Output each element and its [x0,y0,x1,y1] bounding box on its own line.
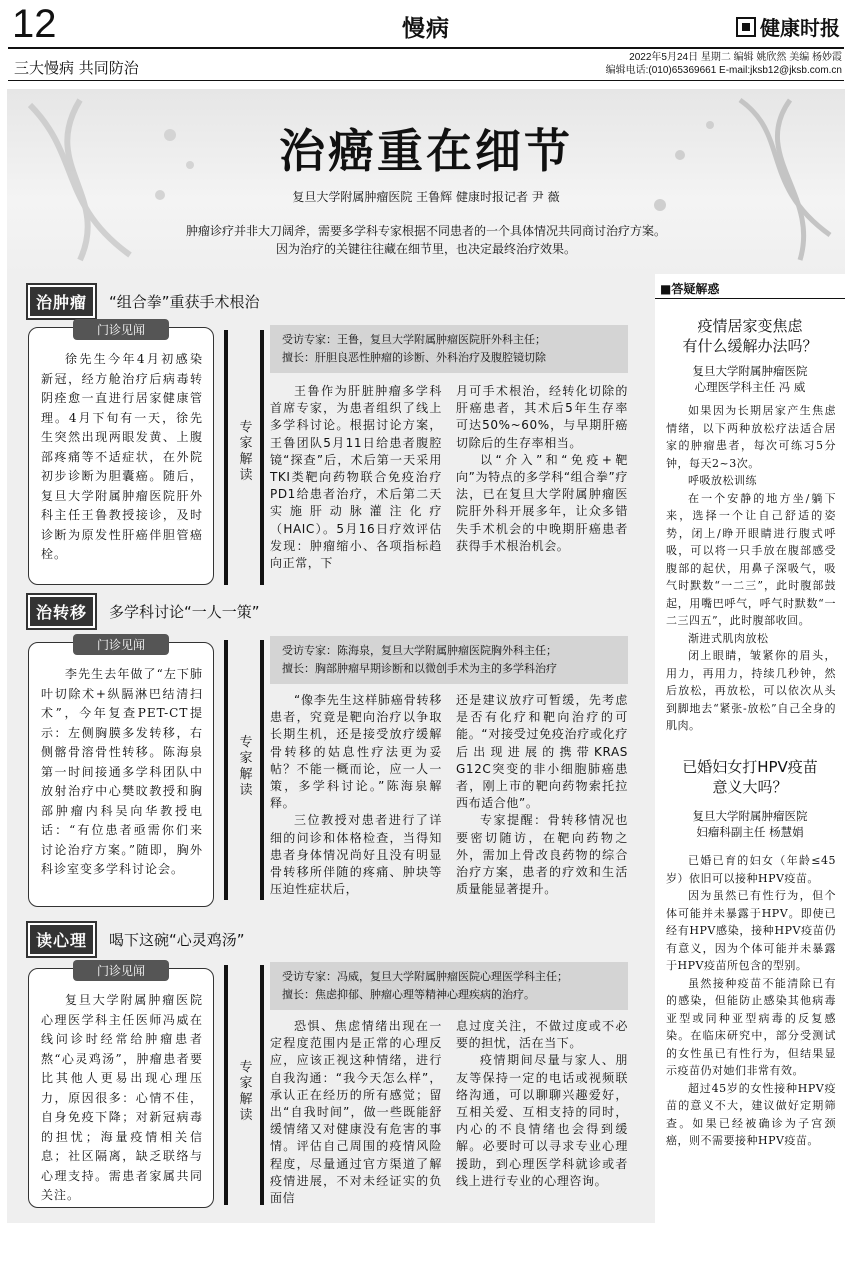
expert-box [270,325,628,373]
answer-text [666,402,836,735]
vertical-label: 专家解读 [239,735,253,798]
author-line: 复旦大学附属肿瘤医院 [692,809,808,823]
expert-line: 擅长：肝胆良恶性肿瘤的诊断、外科治疗及腹腔镜切除 [282,351,546,364]
clinic-box: 复旦大学附属肿瘤医院心理医学科主任医师冯威在线问诊时经常给肿瘤患者熬“心灵鸡汤”，肿瘤患者要比其他人更易出现心理压力，原因很多：心情不佳，自身免疫下降；对新冠病毒的担忧；海量疫情相关信息；社区隔离，缺乏联络与心理支持。需患者家属共同关注。 [28,968,214,1208]
paragraph: 超过45岁的女性接种HPV疫苗的意义不大，建议做好定期筛查。如果已经被确诊为子宫颈癌，则不需要接种HPV疫苗。 [666,1081,836,1147]
contact-info: 编辑电话:(010)65369661 E-mail:jksb12@jksb.com.cn [605,65,842,76]
section-heading [28,595,260,628]
clinic-box: 徐先生今年4月初感染新冠，经方舱治疗后病毒转阴痊愈一直进行居家健康管理。4月下旬有一天，徐先生突然出现两眼发黄、上腹部疼痛等不适症状，在外院初步诊断为胆囊癌。随后，复旦大学附属肿瘤医院肝外科主任王鲁教授接诊，及时诊断为原发性肝癌伴胆管癌栓。 [28,327,214,585]
paragraph: “像李先生这样肺癌骨转移患者，究竟是靶向治疗以争取长期生机，还是接受放疗缓解骨转移的姑息性疗法更为妥帖？不能一概而论，应一人一策，多学科讨论。”陈海泉解释。 [270,693,442,811]
question-author [655,808,845,840]
answer-text [666,852,836,1150]
paragraph: 王鲁作为肝脏肿瘤多学科首席专家，为患者组织了线上多学科讨论。根据讨论方案，王鲁团队5月11日给患者腹腔镜“探查”后，术后第一天采用TKI类靶向药物联合免疫治疗PD1给患者治疗，术后第二天实施肝动脉灌注化疗（HAIC）。5月16日疗效评估发现：肿瘤缩小、各项指标趋向正常，下 [270,384,442,571]
clinic-head: 门诊见闻 [73,319,169,340]
paragraph: 恐惧、焦虑情绪出现在一定程度范围内是正常的心理反应，应该正视这种情绪，进行自我沟通：“我今天怎么样”，承认正在经历的所有感觉；留出“自我时间”，做一些既能舒缓情绪又对健康没有危害的事情。评估自己周围的疫情风险程度，尽量通过官方渠道了解疫情进展，不对未经证实的负面信 [270,1019,442,1206]
question-title-line: 已婚妇女打HPV疫苗 [682,758,818,776]
author-line: 心理医学科主任 冯 威 [694,380,806,394]
section-tag: 治肿瘤 [28,285,95,318]
vertical-label: 专家解读 [239,1060,253,1123]
divider-bar [260,965,264,1205]
section-heading [28,923,245,956]
divider-bar [224,965,228,1205]
clinic-box: 李先生去年做了“左下肺叶切除术+纵膈淋巴结清扫术”，今年复查PET-CT提示：左侧胸膜多发转移，右侧髂骨溶骨性转移。陈海泉第一时间接通多学科团队中放射治疗中心樊旼教授和胸部肿瘤内科吴向华教授电话：“有位患者亟需你们来讨论治疗方案。”随即，胸外科诊室变多学科讨论会。 [28,642,214,907]
question-title [655,757,845,797]
paragraph: 因为虽然已有性行为，但个体可能并未暴露于HPV。即使已经有HPV感染，接种HPV疫苗仍有意义，因为个体可能并未暴露于HPV疫苗所包含的型别。 [666,889,836,972]
lead-line: 肿瘤诊疗并非大刀阔斧，需要多学科专家根据不同患者的一个具体情况共同商讨治疗方案。 [185,224,666,238]
expert-box [270,636,628,684]
section-title: 慢病 [402,16,450,42]
expert-line: 擅长：焦虑抑郁、肿瘤心理等精神心理疾病的治疗。 [282,988,535,1001]
header-rule [8,47,844,49]
section-subtitle: “组合拳”重获手术根治 [109,293,260,311]
question-author [655,363,845,395]
paragraph: 息过度关注，不做过度或不必要的担忧，活在当下。 [456,1019,628,1051]
section-tag: 治转移 [28,595,95,628]
sidebar-label-text: 答疑解惑 [671,282,720,296]
author-line: 妇瘤科副主任 杨慧娟 [696,825,804,839]
question-title-line: 疫情居家变焦虑 [697,317,803,335]
paragraph: 月可手术根治，经转化切除的肝癌患者，其术后5年生存率可达50%~60%，与早期肝癌切除后的生存率相当。 [456,384,628,450]
byline: 复旦大学附属肿瘤医院 王鲁辉 健康时报记者 尹 薇 [292,190,560,204]
date-line [542,51,842,77]
section-subtitle: 喝下这碗“心灵鸡汤” [109,931,245,949]
edition-info: 2022年5月24日 星期二 编辑 姚欣然 美编 杨妙霞 [629,52,842,63]
paragraph: 虽然接种疫苗不能清除已有的感染，但能防止感染其他病毒亚型或同种亚型病毒的反复感染。在临床研究中，部分受测试的女性虽已有性行为，但结果显示疫苗仍对她们非常有效。 [666,976,836,1077]
sidebar-rule [655,298,845,299]
expert-box [270,962,628,1010]
article-column [456,692,628,898]
expert-line: 受访专家：王鲁，复旦大学附属肿瘤医院肝外科主任； [282,333,546,346]
article-column [456,383,628,555]
question-title-line: 意义大吗？ [712,778,788,796]
subheading: 呼吸放松训练 [688,474,757,487]
brand [736,12,840,41]
article-title: 治癌重在细节 [279,124,573,178]
lead [0,222,852,258]
clinic-head: 门诊见闻 [73,634,169,655]
paragraph: 还是建议放疗可暂缓，先考虑是否有化疗和靶向治疗的可能。“对接受过免疫治疗或化疗后出现进展的携带KRAS G12C突变的非小细胞肺癌患者，刚上市的靶向药物索托拉西布适合他”。 [456,693,628,811]
paragraph: 闭上眼睛，皱紧你的眉头，用力，再用力，持续几秒钟，然后放松，再放松，可以依次从头到脚地去“紧张-放松”自己全身的肌肉。 [666,649,836,732]
subheading: 渐进式肌肉放松 [688,631,769,645]
question-title [655,316,845,356]
header-rule-thin [8,80,844,81]
expert-line: 擅长：胸部肿瘤早期诊断和以微创手术为主的多学科治疗 [282,662,557,675]
expert-line: 受访专家：陈海泉，复旦大学附属肿瘤医院胸外科主任； [282,644,557,657]
brand-logo-icon [736,17,756,37]
divider-bar [224,640,228,900]
divider-bar [260,330,264,585]
paragraph: 在一个安静的地方坐/躺下来，选择一个让自己舒适的姿势，闭上/睁开眼睛进行腹式呼吸，可以将一只手放在腹部感受腹部的起伏，用鼻子深吸气，吸气时默数“一二三”，此时腹部鼓起，用嘴巴呼气，呼气时默数“一二三四五”，此时腹部收回。 [666,491,836,627]
slogan: 三大慢病 共同防治 [14,59,139,77]
brand-name: 健康时报 [760,16,840,40]
section-tag: 读心理 [28,923,95,956]
question-title-line: 有什么缓解办法吗？ [682,337,818,355]
article-column [270,383,442,572]
article-column [270,692,442,898]
sidebar-label: ■答疑解惑 [660,282,720,296]
vertical-label: 专家解读 [239,420,253,483]
paragraph: 如果因为长期居家产生焦虑情绪，以下两种放松疗法适合居家的肿瘤患者，每次可练习5分钟，每天2~3次。 [666,404,836,470]
paragraph: 专家提醒：骨转移情况也要密切随访，在靶向药物之外，需加上骨改良药物的综合治疗方案，患者的疗效和生活质量能显著提升。 [456,813,628,897]
divider-bar [260,640,264,900]
section-subtitle: 多学科讨论“一人一策” [109,603,260,621]
paragraph: 已婚已育的妇女（年龄≤45岁）依旧可以接种HPV疫苗。 [666,854,836,885]
article-column [456,1018,628,1190]
paragraph: 三位教授对患者进行了详细的问诊和体格检查，当得知患者身体情况尚好且没有明显骨转移所伴随的疼痛、肿块等压迫性症状后， [270,813,442,897]
article-column [270,1018,442,1207]
paragraph: 疫情期间尽量与家人、朋友等保持一定的电话或视频联络沟通，可以聊聊兴趣爱好，互相关爱、互相支持的同时，内心的不良情绪也会得到缓解。必要时可以寻求专业心理援助，到心理医学科就诊或者线上进行专业的心理咨询。 [456,1053,628,1188]
page-number: 12 [12,2,57,46]
paragraph: 以“介入”和“免疫+靶向”为特点的多学科“组合拳”疗法，已在复旦大学附属肿瘤医院肝外科开展多年，让众多错失手术机会的中晚期肝癌患者获得手术根治机会。 [456,452,628,553]
expert-line: 受访专家：冯威，复旦大学附属肿瘤医院心理医学科主任； [282,970,568,983]
lead-line: 因为治疗的关键往往藏在细节里，也决定最终治疗效果。 [275,242,576,256]
author-line: 复旦大学附属肿瘤医院 [692,364,808,378]
section-heading [28,285,260,318]
clinic-head: 门诊见闻 [73,960,169,981]
divider-bar [224,330,228,585]
